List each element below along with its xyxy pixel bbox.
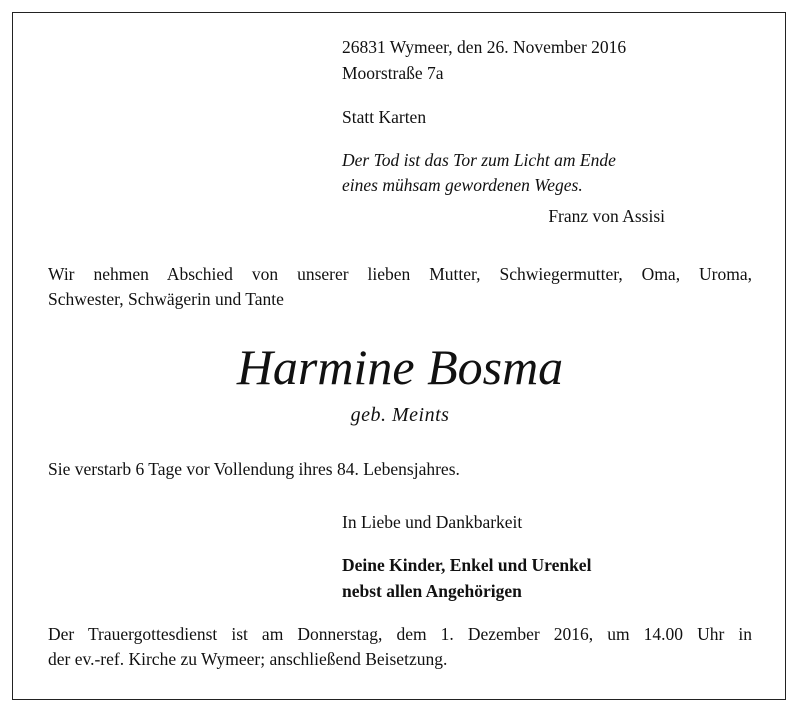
deceased-name: Harmine Bosma	[236, 339, 564, 395]
family-line-1: Deine Kinder, Enkel und Urenkel	[342, 555, 592, 575]
closing-phrase: In Liebe und Dankbarkeit	[342, 512, 523, 532]
place-date: 26831 Wymeer, den 26. November 2016	[342, 37, 627, 57]
quote-author: Franz von Assisi	[548, 206, 665, 226]
intro-line-2: Schwester, Schwägerin und Tante	[48, 289, 284, 309]
quote-line-2: eines mühsam gewordenen Weges.	[342, 175, 583, 195]
death-note: Sie verstarb 6 Tage vor Vollendung ihres 84. Lebensjahres.	[48, 459, 460, 479]
statt-karten-note: Statt Karten	[342, 107, 427, 127]
maiden-name: geb. Meints	[350, 404, 450, 426]
intro-line-1: Wir nehmen Abschied von unserer lieben Mutter, Schwiegermutter, Oma, Uroma,	[48, 264, 752, 284]
service-line-2: der ev.-ref. Kirche zu Wymeer; anschließend Beisetzung.	[48, 649, 448, 669]
quote-line-1: Der Tod ist das Tor zum Licht am Ende	[342, 150, 616, 170]
family-line-2: nebst allen Angehörigen	[342, 581, 522, 601]
service-line-1: Der Trauergottesdienst ist am Donnerstag, dem 1. Dezember 2016, um 14.00 Uhr in	[48, 624, 752, 644]
street-address: Moorstraße 7a	[342, 63, 444, 83]
